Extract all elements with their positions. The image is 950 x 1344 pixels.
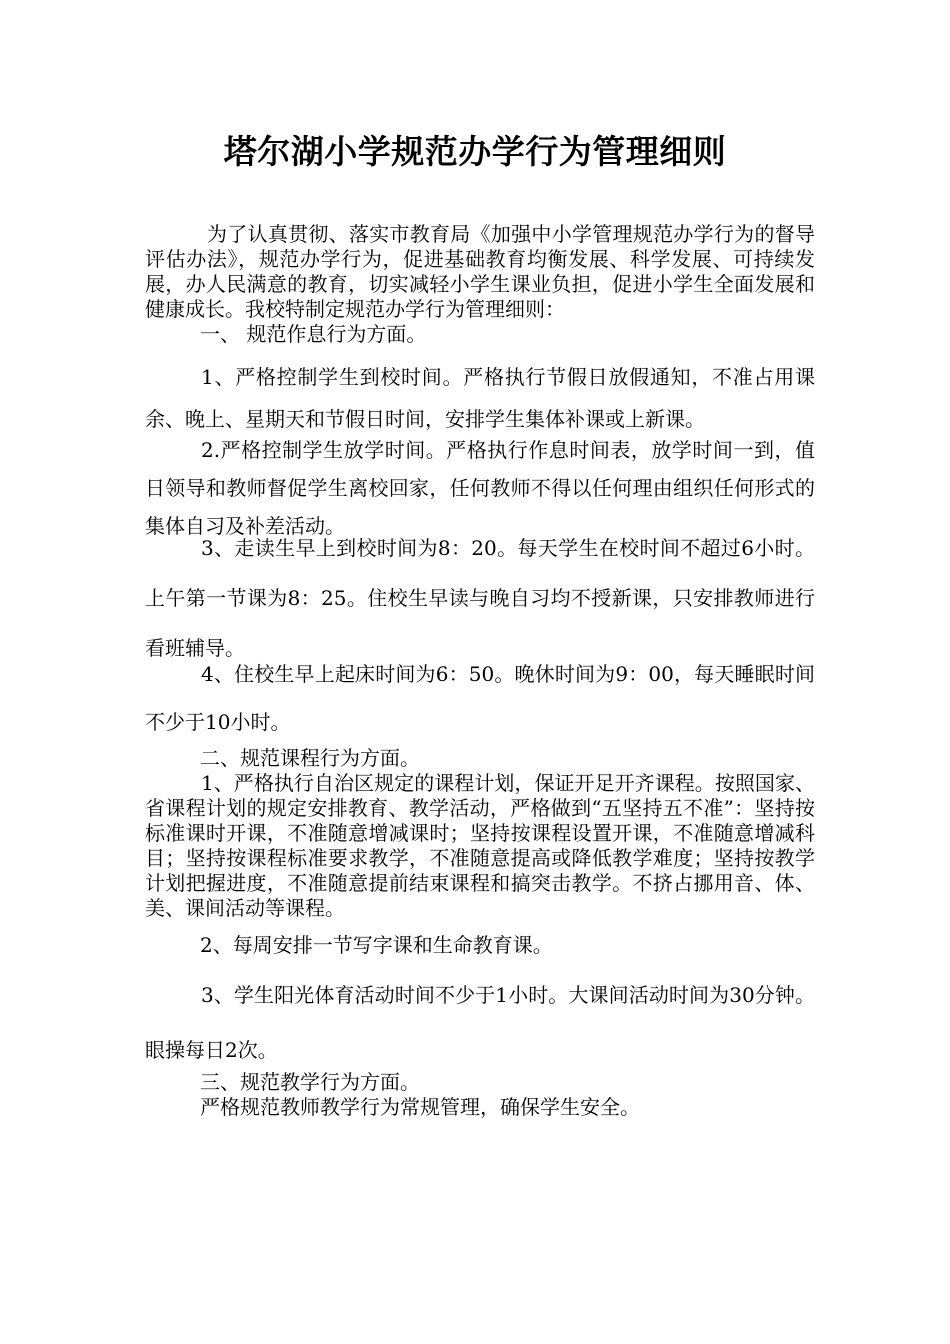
section-2-item-2: 2、每周安排一节写字课和生命教育课。 [200,933,553,957]
section-1-heading: 一、 规范作息行为方面。 [200,322,427,346]
section-1-item-4: 4、住校生早上起床时间为6：50。晚休时间为9：00，每天睡眠时间不少于10小时。 [145,662,815,734]
section-3-text: 严格规范教师教学行为常规管理，确保学生安全。 [200,1095,640,1119]
document-title: 塔尔湖小学规范办学行为管理细则 [223,132,727,171]
section-2-item-3: 3、学生阳光体育活动时间不少于1小时。大课间活动时间为30分钟。眼操每日2次。 [145,983,815,1062]
section-3-heading: 三、规范教学行为方面。 [200,1070,420,1094]
section-1-item-2: 2.严格控制学生放学时间。严格执行作息时间表，放学时间一到，值日领导和教师督促学生离校回家，任何教师不得以任何理由组织任何形式的集体自习及补差活动。 [145,438,815,538]
section-1-item-1: 1、严格控制学生到校时间。严格执行节假日放假通知，不准占用课余、晚上、星期天和节假日时间，安排学生集体补课或上新课。 [145,365,815,431]
intro-paragraph: 为了认真贯彻、落实市教育局《加强中小学管理规范办学行为的督导评估办法》，规范办学行为，促进基础教育均衡发展、科学发展、可持续发展，办人民满意的教育，切实减轻小学生课业负担，促进小学生全面发展和健康成长。我校特制定规范办学行为管理细则： [145,222,815,321]
section-2-heading: 二、规范课程行为方面。 [200,746,420,770]
section-1-item-3: 3、走读生早上到校时间为8：20。每天学生在校时间不超过6小时。上午第一节课为8：25。住校生早读与晚自习均不授新课，只安排教师进行看班辅导。 [145,536,815,660]
section-2-item-1: 1、严格执行自治区规定的课程计划，保证开足开齐课程。按照国家、省课程计划的规定安排教育、教学活动，严格做到“五坚持五不准”：坚持按标准课时开课，不准随意增减课时；坚持按课程设置开课，不准随意增减科目；坚持按课程标准要求教学，不准随意提高或降低教学难度；坚持按教学计划把握进度，不准随意提前结束课程和搞突击教学。不挤占挪用音、体、美、课间活动等课程。 [145,771,815,920]
